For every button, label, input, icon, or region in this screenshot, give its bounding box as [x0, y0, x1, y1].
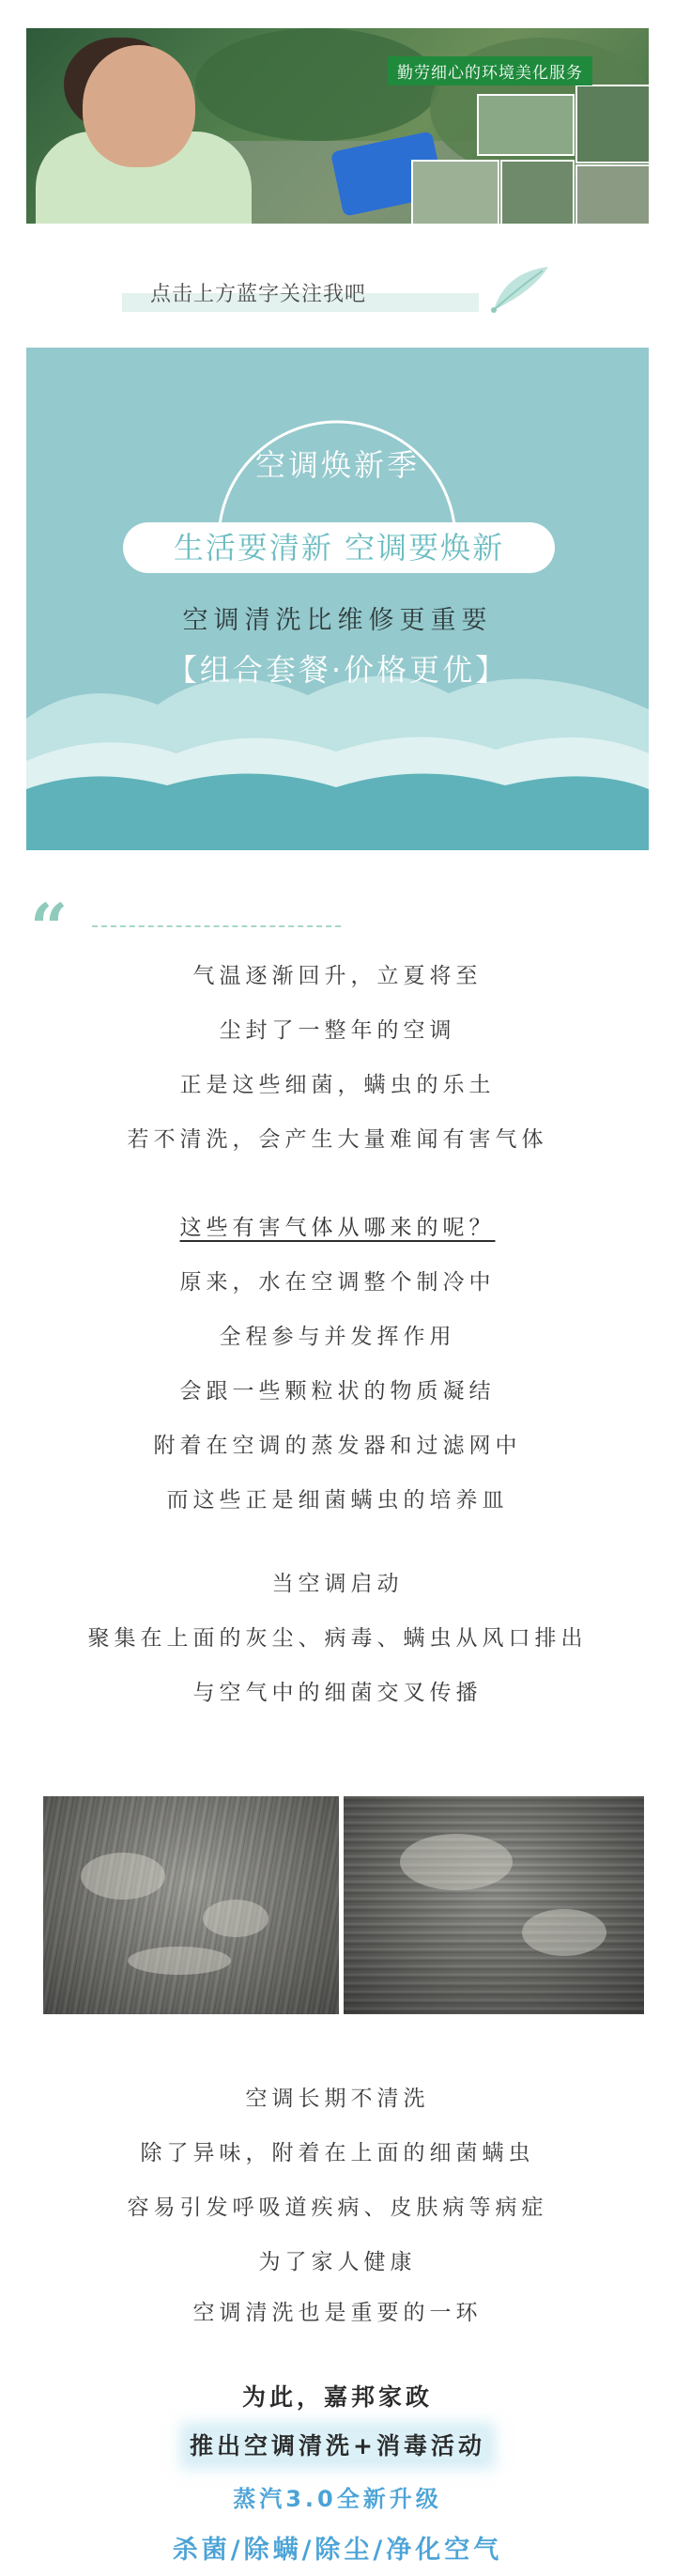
- package-label: 【组合套餐·价格更优】: [166, 652, 509, 688]
- closing-activity-line: [0, 2428, 675, 2461]
- leaf-decoration-icon: [486, 263, 552, 315]
- paragraph-line: 附着在空调的蒸发器和过滤网中: [153, 1434, 522, 1458]
- quote-mark-icon: “: [30, 889, 69, 967]
- closing-company-line: 为此，嘉邦家政: [241, 2383, 433, 2411]
- campaign-title: 空调焕新季: [254, 447, 420, 483]
- paragraph-line: 聚集在上面的灰尘、病毒、螨虫从风口排出: [87, 1626, 588, 1651]
- paragraph-line: 若不清洗，会产生大量难闻有害气体: [127, 1127, 548, 1152]
- dirty-evaporator-photo: [344, 1796, 644, 2014]
- thumbnail-photo: [500, 160, 575, 224]
- dashed-divider: [92, 925, 341, 927]
- paragraph-line: 会跟一些颗粒状的物质凝结: [179, 1379, 496, 1404]
- promo-subtitle: 空调清洗比维修更重要: [182, 606, 493, 635]
- thumbnail-photo: [477, 94, 575, 156]
- thumbnail-photo: [575, 85, 649, 163]
- paragraph-line: 与空气中的细菌交叉传播: [192, 1681, 483, 1705]
- section-question: 这些有害气体从哪来的呢？: [179, 1216, 496, 1240]
- worker-face: [83, 45, 195, 167]
- paragraph-line: 气温逐渐回升，立夏将至: [192, 964, 483, 988]
- banner-caption: 勤劳细心的环境美化服务: [388, 56, 592, 85]
- paragraph-line: 除了异味，附着在上面的细菌螨虫: [140, 2141, 535, 2165]
- paragraph-line: 空调长期不清洗: [245, 2087, 430, 2111]
- paragraph-line: 原来，水在空调整个制冷中: [179, 1270, 496, 1295]
- follow-text: 点击上方蓝字关注我吧: [150, 283, 367, 306]
- header-banner-image: [26, 28, 649, 224]
- paragraph-line: 而这些正是细菌螨虫的培养皿: [166, 1488, 509, 1513]
- thumbnail-photo: [575, 164, 649, 224]
- promo-panel: [26, 348, 649, 850]
- thumbnail-photo: [411, 160, 499, 224]
- paragraph-line: 当空调启动: [271, 1572, 404, 1596]
- paragraph-line: 尘封了一整年的空调: [219, 1018, 456, 1043]
- benefits-line: 杀菌/除螨/除尘/净化空气: [172, 2536, 503, 2565]
- follow-prompt[interactable]: [122, 278, 479, 312]
- paragraph-line: 容易引发呼吸道疾病、皮肤病等病症: [127, 2196, 548, 2220]
- paragraph-line: 为了家人健康: [258, 2250, 417, 2274]
- slogan-pill: 生活要清新 空调要焕新: [123, 522, 555, 573]
- steam-upgrade-line: 蒸汽3.0全新升级: [233, 2486, 442, 2512]
- paragraph-line: 正是这些细菌，螨虫的乐土: [179, 1073, 496, 1097]
- activity-highlight: 推出空调清洗+消毒活动: [190, 2432, 485, 2460]
- paragraph-line: 全程参与并发挥作用: [219, 1325, 456, 1349]
- paragraph-line: 空调清洗也是重要的一环: [192, 2301, 483, 2325]
- dirty-filter-photo: [43, 1796, 339, 2014]
